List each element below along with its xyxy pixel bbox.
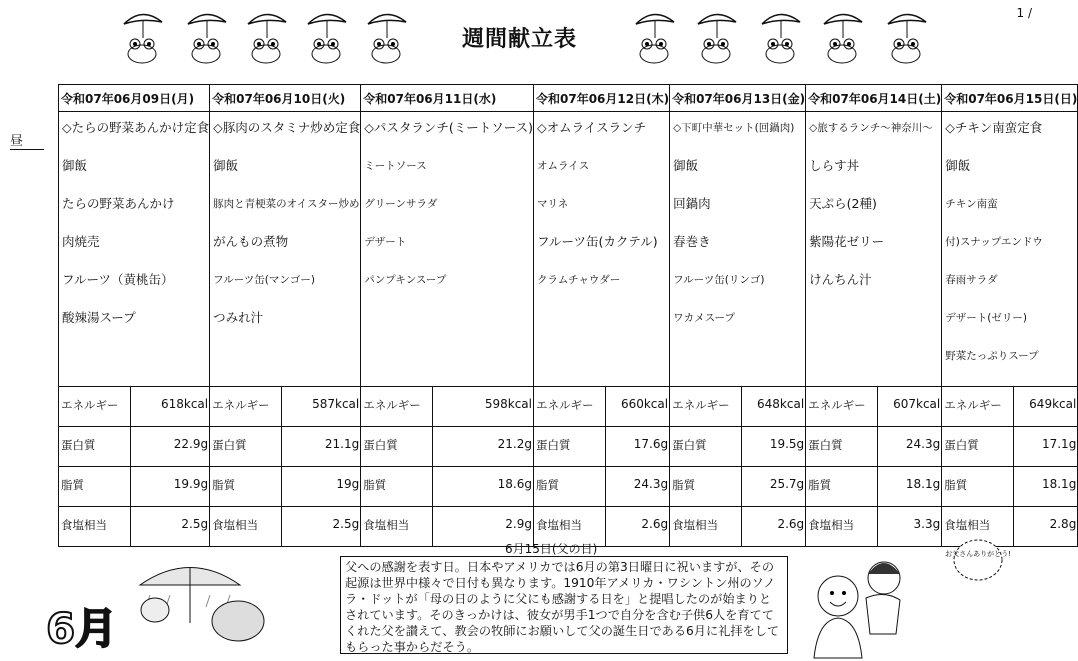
day-menu xyxy=(942,112,1078,387)
menu-item: 酸辣湯スープ xyxy=(62,310,136,325)
menu-item: フルーツ缶(マンゴー) xyxy=(213,274,315,286)
menu-item: チキン南蛮 xyxy=(945,198,998,210)
energy-label: エネルギー xyxy=(210,387,282,426)
frog-mascot-icon xyxy=(182,8,230,66)
protein-value: 17.6g xyxy=(633,437,669,451)
day-date: 令和07年06月12日(木) xyxy=(534,85,670,112)
salt-value: 2.6g xyxy=(641,517,669,531)
menu-item: グリーンサラダ xyxy=(364,198,438,210)
menu-item: がんもの煮物 xyxy=(213,234,289,249)
fat-label: 脂質 xyxy=(670,467,742,506)
day-date: 令和07年06月14日(土) xyxy=(806,85,942,112)
salt-value: 2.8g xyxy=(1049,517,1077,531)
salt-label: 食塩相当 xyxy=(361,507,433,546)
menu-item: ◇チキン南蛮定食 xyxy=(945,120,1043,135)
fat-value: 18.6g xyxy=(497,477,532,491)
fat-label: 脂質 xyxy=(210,467,282,506)
menu-item: 御飯 xyxy=(62,158,88,173)
fat-value: 18.1g xyxy=(1041,477,1077,491)
fat-label: 脂質 xyxy=(942,467,1014,506)
protein-label: 蛋白質 xyxy=(806,427,878,466)
frog-mascot-icon xyxy=(242,8,290,66)
frog-mascot-icon xyxy=(362,8,410,66)
menu-item: 豚肉と青梗菜のオイスター炒め xyxy=(213,198,360,210)
menu-item: 天ぷら(2種) xyxy=(809,196,877,211)
menu-item: フルーツ缶(リンゴ) xyxy=(673,274,765,286)
energy-row xyxy=(59,387,1078,427)
page-title: 週間献立表 xyxy=(462,27,578,52)
energy-value: 598kcal xyxy=(484,397,532,411)
menu-item: ◇たらの野菜あんかけ定食 xyxy=(62,120,210,135)
day-date: 令和07年06月09日(月) xyxy=(59,85,210,112)
menu-item: 付)スナップエンドウ xyxy=(945,236,1043,248)
protein-label: 蛋白質 xyxy=(59,427,131,466)
menu-item: オムライス xyxy=(537,160,590,172)
salt-label: 食塩相当 xyxy=(670,507,742,546)
fat-value: 25.7g xyxy=(769,477,805,491)
menu-items-row xyxy=(59,112,1078,387)
menu-item: 野菜たっぷりスープ xyxy=(945,350,1039,362)
day-date: 令和07年06月13日(金) xyxy=(670,85,806,112)
salt-value: 2.5g xyxy=(181,517,209,531)
protein-label: 蛋白質 xyxy=(210,427,282,466)
protein-value: 21.1g xyxy=(324,437,360,451)
menu-item: ◇パスタランチ(ミートソース) xyxy=(364,120,533,135)
menu-item: ◇下町中華セット(回鍋肉) xyxy=(673,122,795,134)
menu-item: 御飯 xyxy=(673,158,699,173)
menu-item: 御飯 xyxy=(945,158,971,173)
menu-item: けんちん汁 xyxy=(809,272,872,287)
row-label-lunch: 昼 xyxy=(10,130,44,150)
frog-mascot-icon xyxy=(118,8,166,66)
energy-value: 660kcal xyxy=(620,397,669,411)
menu-item: フルーツ（黄桃缶） xyxy=(62,272,174,287)
day-menu xyxy=(534,112,670,387)
fat-value: 18.1g xyxy=(905,477,941,491)
energy-value: 648kcal xyxy=(757,397,805,411)
fat-label: 脂質 xyxy=(534,467,606,506)
menu-item: 御飯 xyxy=(213,158,239,173)
menu-item: 春巻き xyxy=(673,234,711,249)
energy-label: エネルギー xyxy=(534,387,606,426)
day-menu xyxy=(806,112,942,387)
day-date: 令和07年06月10日(火) xyxy=(210,85,361,112)
frog-mascot-icon xyxy=(756,8,804,66)
energy-value: 649kcal xyxy=(1029,397,1077,411)
day-date: 令和07年06月11日(水) xyxy=(361,85,534,112)
salt-value: 3.3g xyxy=(913,517,941,531)
menu-item: ワカメスープ xyxy=(673,312,736,324)
menu-item: しらす丼 xyxy=(809,158,860,173)
menu-item: フルーツ缶(カクテル) xyxy=(537,234,658,249)
frog-mascot-icon xyxy=(630,8,678,66)
salt-label: 食塩相当 xyxy=(942,507,1014,546)
menu-item: ◇豚肉のスタミナ炒め定食 xyxy=(213,120,361,135)
protein-value: 21.2g xyxy=(497,437,532,451)
menu-item: パンプキンスープ xyxy=(364,274,447,286)
june-illustration xyxy=(40,555,295,655)
weekly-menu-table xyxy=(58,84,1078,547)
frog-mascot-icon xyxy=(882,8,930,66)
fat-value: 24.3g xyxy=(633,477,669,491)
protein-value: 19.5g xyxy=(769,437,805,451)
day-date: 令和07年06月15日(日) xyxy=(942,85,1078,112)
menu-item: 肉焼売 xyxy=(62,234,100,249)
energy-value: 607kcal xyxy=(893,397,941,411)
salt-label: 食塩相当 xyxy=(534,507,606,546)
salt-label: 食塩相当 xyxy=(59,507,131,546)
day-menu xyxy=(670,112,806,387)
protein-label: 蛋白質 xyxy=(534,427,606,466)
fat-value: 19.9g xyxy=(173,477,209,491)
menu-item: デザート(ゼリー) xyxy=(945,312,1027,324)
protein-value: 17.1g xyxy=(1041,437,1077,451)
fat-label: 脂質 xyxy=(59,467,131,506)
fat-label: 脂質 xyxy=(806,467,878,506)
fat-row xyxy=(59,467,1078,507)
day-menu xyxy=(59,112,210,387)
frog-mascot-icon xyxy=(692,8,740,66)
fat-label: 脂質 xyxy=(361,467,433,506)
menu-item: クラムチャウダー xyxy=(537,274,621,286)
fathers-day-illustration xyxy=(800,538,1011,658)
page-number: 1 / xyxy=(1016,6,1032,20)
menu-item: 回鍋肉 xyxy=(673,196,711,211)
salt-label: 食塩相当 xyxy=(210,507,282,546)
menu-item: つみれ汁 xyxy=(213,310,264,325)
protein-label: 蛋白質 xyxy=(942,427,1014,466)
june-label: 6月 xyxy=(46,604,118,653)
energy-value: 618kcal xyxy=(160,397,209,411)
energy-label: エネルギー xyxy=(942,387,1014,426)
energy-label: エネルギー xyxy=(806,387,878,426)
frog-mascot-icon xyxy=(302,8,350,66)
menu-item: マリネ xyxy=(537,198,569,210)
frog-mascot-icon xyxy=(818,8,866,66)
thanks-bubble: お父さんありがとう! xyxy=(945,550,1011,558)
protein-value: 24.3g xyxy=(905,437,941,451)
menu-item: 春雨サラダ xyxy=(945,274,998,286)
menu-item: デザート xyxy=(364,236,407,248)
energy-label: エネルギー xyxy=(59,387,131,426)
salt-value: 2.6g xyxy=(777,517,805,531)
protein-row xyxy=(59,427,1078,467)
protein-label: 蛋白質 xyxy=(670,427,742,466)
salt-value: 2.9g xyxy=(505,517,532,531)
day-menu xyxy=(210,112,361,387)
menu-item: ミートソース xyxy=(364,160,427,172)
menu-item: 紫陽花ゼリー xyxy=(809,234,885,249)
menu-item: たらの野菜あんかけ xyxy=(62,196,175,211)
energy-value: 587kcal xyxy=(312,397,360,411)
menu-item: ◇オムライスランチ xyxy=(537,120,647,135)
day-menu xyxy=(361,112,534,387)
energy-label: エネルギー xyxy=(361,387,433,426)
protein-label: 蛋白質 xyxy=(361,427,433,466)
protein-value: 22.9g xyxy=(173,437,209,451)
notice-heading: 6月15日(父の日) xyxy=(505,542,598,556)
salt-value: 2.5g xyxy=(332,517,360,531)
energy-label: エネルギー xyxy=(670,387,742,426)
salt-label: 食塩相当 xyxy=(806,507,878,546)
date-header-row xyxy=(59,85,1078,112)
menu-item: ◇旅するランチ～神奈川～ xyxy=(809,122,933,134)
fat-value: 19g xyxy=(336,477,360,491)
fathers-day-notice: 父への感謝を表す日。日本やアメリカでは6月の第3日曜日に祝いますが、その起源は世界中様々で日付も異なります。1910年アメリカ・ワシントン州のソノラ・ドットが「母の日のように父にも感謝する日を」と提唱したのが始まりとされています。そのきっかけは、彼女が男手1つで自分を含む子供6人を育ててくれた父を讃えて、教会の牧師にお願いして父の誕生日である6月に礼拝をしてもらった事からだそう。 xyxy=(340,556,788,654)
